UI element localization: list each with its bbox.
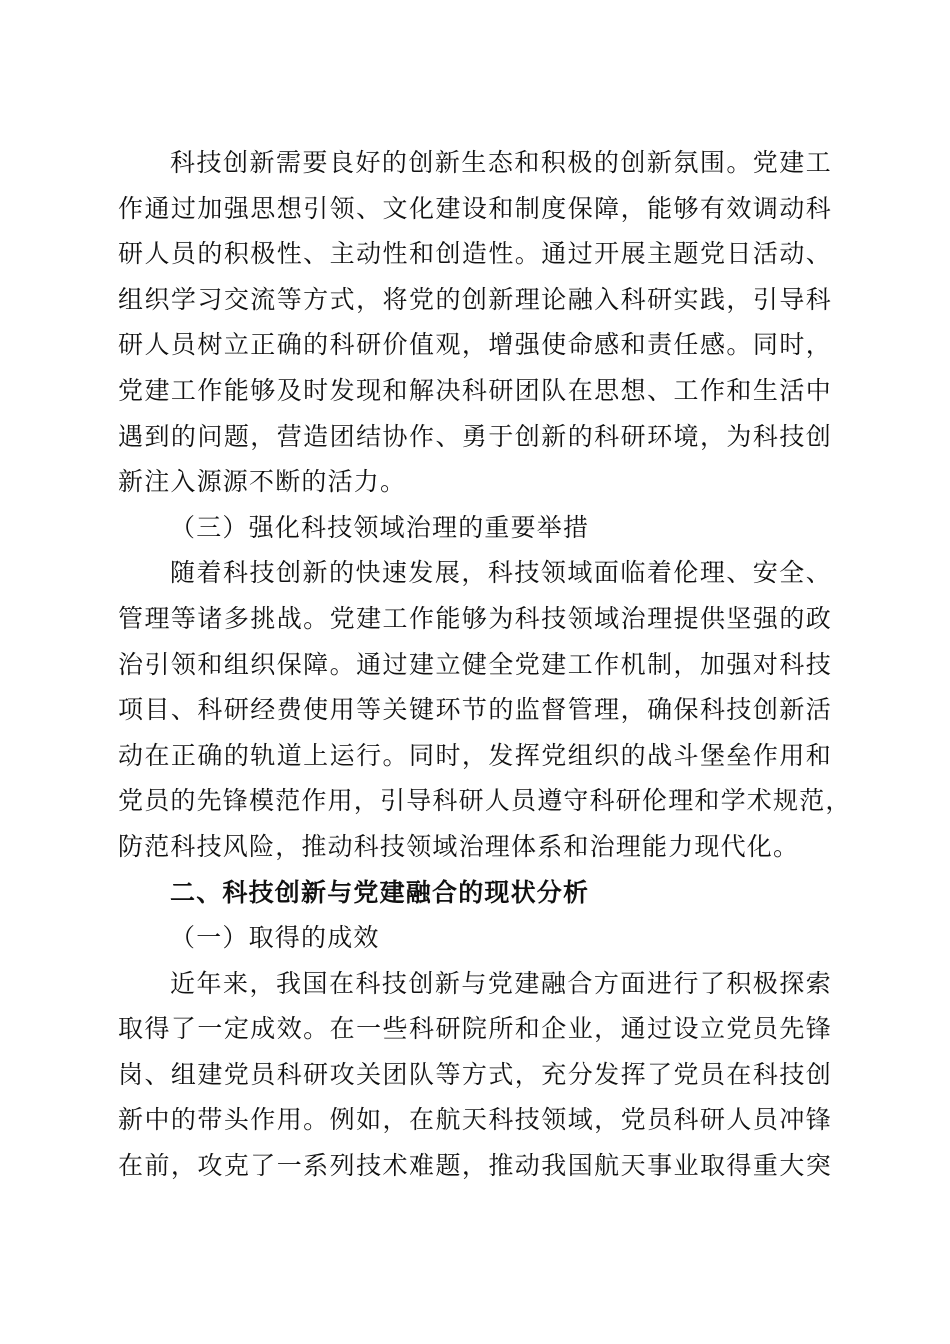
text-line: 岗、组建党员科研攻关团队等方式，充分发挥了党员在科技创 [118,1059,832,1089]
text-line: 动在正确的轨道上运行。同时，发挥党组织的战斗堡垒作用和 [118,740,832,770]
text-line: 新注入源源不断的活力。 [118,467,407,497]
text-line: 研人员树立正确的科研价值观，增强使命感和责任感。同时， [118,330,832,360]
paragraph-innovation-ecosystem [118,140,832,505]
text-line: 研人员的积极性、主动性和创造性。通过开展主题党日活动、 [118,239,832,269]
text-line: 作通过加强思想引领、文化建设和制度保障，能够有效调动科 [118,193,832,223]
text-line: 取得了一定成效。在一些科研院所和企业，通过设立党员先锋 [118,1014,832,1044]
subheading-governance-measures: （三）强化科技领域治理的重要举措 [170,512,590,542]
subheading-achievements: （一）取得的成效 [170,923,380,953]
text-line: 管理等诸多挑战。党建工作能够为科技领域治理提供坚强的政 [118,603,832,633]
text-line: 项目、科研经费使用等关键环节的监督管理，确保科技创新活 [118,695,832,725]
text-line: 新中的带头作用。例如，在航天科技领域，党员科研人员冲锋 [118,1105,832,1135]
text-line: 在前，攻克了一系列技术难题，推动我国航天事业取得重大突 [118,1151,832,1181]
paragraph-achievements [118,961,832,1189]
text-line: 近年来，我国在科技创新与党建融合方面进行了积极探索 [170,968,832,998]
text-line: 党建工作能够及时发现和解决科研团队在思想、工作和生活中 [118,375,832,405]
section-heading-status-analysis: 二、科技创新与党建融合的现状分析 [170,877,590,907]
paragraph-governance [118,550,852,869]
text-line: 遇到的问题，营造团结协作、勇于创新的科研环境，为科技创 [118,421,832,451]
text-line: 组织学习交流等方式，将党的创新理论融入科研实践，引导科 [118,284,832,314]
text-line: 科技创新需要良好的创新生态和积极的创新氛围。党建工 [170,148,832,177]
text-line: 防范科技风险，推动科技领域治理体系和治理能力现代化。 [118,831,800,861]
text-line: 随着科技创新的快速发展，科技领域面临着伦理、安全、 [170,558,832,588]
text-line: 治引领和组织保障。通过建立健全党建工作机制，加强对科技 [118,649,832,679]
text-line: 党员的先锋模范作用，引导科研人员遵守科研伦理和学术规范， [118,786,852,816]
